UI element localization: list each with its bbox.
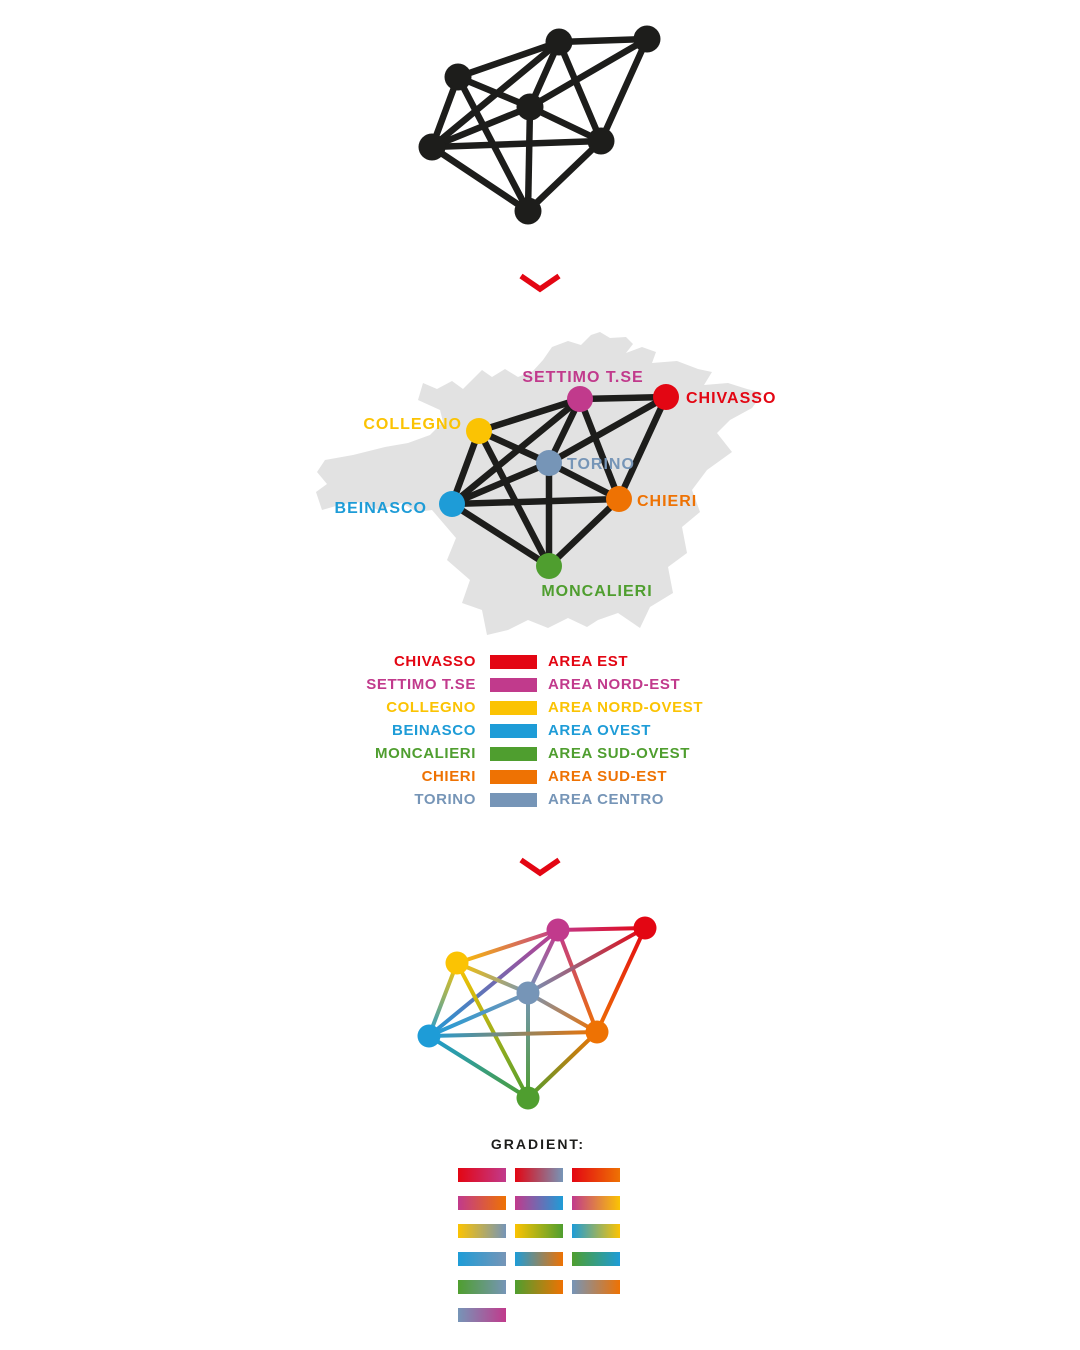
legend-city-label: CHIERI bbox=[421, 768, 476, 785]
map-label-beinasco: BEINASCO bbox=[334, 500, 427, 517]
gradient-swatch-settimo-collegno bbox=[572, 1196, 620, 1210]
node-chivasso bbox=[634, 26, 661, 53]
node-moncalieri bbox=[517, 1087, 540, 1110]
gradient-swatch-collegno-moncalieri bbox=[515, 1224, 563, 1238]
gradient-section-title: GRADIENT: bbox=[490, 1136, 586, 1152]
map-label-chivasso: CHIVASSO bbox=[686, 390, 777, 407]
node-collegno bbox=[466, 418, 492, 444]
gradient-swatch-chivasso-settimo bbox=[458, 1168, 506, 1182]
network-graph-colored bbox=[418, 917, 657, 1110]
legend-area-label: AREA NORD-OVEST bbox=[548, 699, 704, 716]
legend-row-settimo bbox=[300, 673, 780, 696]
gradient-swatch-moncalieri-beinasco bbox=[572, 1252, 620, 1266]
node-collegno bbox=[446, 952, 469, 975]
legend-color-swatch bbox=[490, 701, 537, 715]
legend-area-label: AREA NORD-EST bbox=[548, 676, 681, 693]
gradient-swatch-settimo-beinasco bbox=[515, 1196, 563, 1210]
node-settimo bbox=[567, 386, 593, 412]
legend-city-label: CHIVASSO bbox=[393, 653, 476, 670]
legend-color-swatch bbox=[490, 678, 537, 692]
gradient-swatch-beinasco-torino bbox=[458, 1252, 506, 1266]
node-chivasso bbox=[634, 917, 657, 940]
legend-row-moncalieri bbox=[300, 742, 780, 765]
gradient-swatch-collegno-torino bbox=[458, 1224, 506, 1238]
node-moncalieri bbox=[515, 198, 542, 225]
legend-color-swatch bbox=[490, 655, 537, 669]
node-chieri bbox=[606, 486, 632, 512]
node-chieri bbox=[588, 128, 615, 155]
gradient-swatch-torino-chieri bbox=[572, 1280, 620, 1294]
legend-color-swatch bbox=[490, 770, 537, 784]
legend-city-label: COLLEGNO bbox=[386, 699, 476, 716]
legend-color-swatch bbox=[490, 793, 537, 807]
node-settimo bbox=[547, 919, 570, 942]
map-label-chieri: CHIERI bbox=[637, 493, 698, 510]
node-beinasco bbox=[439, 491, 465, 517]
gradient-swatch-torino-settimo bbox=[458, 1308, 506, 1322]
legend-row-chivasso bbox=[300, 650, 780, 673]
gradient-swatch-beinasco-chieri bbox=[515, 1252, 563, 1266]
node-beinasco bbox=[418, 1025, 441, 1048]
edge-beinasco-chieri bbox=[429, 1032, 597, 1036]
node-settimo bbox=[546, 29, 573, 56]
legend-row-beinasco bbox=[300, 719, 780, 742]
gradient-swatch-moncalieri-torino bbox=[458, 1280, 506, 1294]
edge-settimo-chieri bbox=[558, 930, 597, 1032]
legend-area-label: AREA SUD-EST bbox=[548, 768, 668, 785]
edge-torino-chieri bbox=[528, 993, 597, 1032]
legend-row-collegno bbox=[300, 696, 780, 719]
legend-city-label: BEINASCO bbox=[392, 722, 476, 739]
node-chivasso bbox=[653, 384, 679, 410]
legend-color-swatch bbox=[490, 724, 537, 738]
edge-collegno-torino bbox=[457, 963, 528, 993]
edge-chieri-moncalieri bbox=[528, 141, 601, 211]
edge-torino-moncalieri bbox=[528, 107, 530, 211]
legend-row-torino bbox=[300, 788, 780, 811]
edge-chieri-moncalieri bbox=[528, 1032, 597, 1098]
node-collegno bbox=[445, 64, 472, 91]
node-torino bbox=[517, 982, 540, 1005]
legend-city-label: SETTIMO T.SE bbox=[366, 676, 476, 693]
legend-area-label: AREA CENTRO bbox=[548, 791, 665, 808]
gradient-swatch-settimo-chieri bbox=[458, 1196, 506, 1210]
chevron-down-icon bbox=[521, 860, 559, 873]
legend-area-label: AREA SUD-OVEST bbox=[548, 745, 691, 762]
node-beinasco bbox=[419, 134, 446, 161]
legend-city-label: TORINO bbox=[414, 791, 476, 808]
node-chieri bbox=[586, 1021, 609, 1044]
node-torino bbox=[517, 94, 544, 121]
legend-color-swatch bbox=[490, 747, 537, 761]
network-graph-black bbox=[419, 26, 661, 225]
node-torino bbox=[536, 450, 562, 476]
gradient-grid bbox=[458, 1168, 620, 1322]
chevron-down-icon bbox=[521, 276, 559, 289]
gradient-swatch-chivasso-chieri bbox=[572, 1168, 620, 1182]
edge-beinasco-chieri bbox=[432, 141, 601, 147]
legend-city-label: MONCALIERI bbox=[375, 745, 476, 762]
legend-area-label: AREA EST bbox=[548, 653, 629, 670]
edge-settimo-chivasso bbox=[558, 928, 645, 930]
map-label-collegno: COLLEGNO bbox=[363, 416, 462, 433]
map-label-moncalieri: MONCALIERI bbox=[541, 583, 653, 600]
gradient-swatch-moncalieri-chieri bbox=[515, 1280, 563, 1294]
legend-row-chieri bbox=[300, 765, 780, 788]
map-label-torino: TORINO bbox=[567, 456, 635, 473]
map-label-settimo: SETTIMO T.SE bbox=[522, 369, 644, 386]
gradient-swatch-chivasso-torino bbox=[515, 1168, 563, 1182]
gradient-swatch-beinasco-collegno bbox=[572, 1224, 620, 1238]
area-legend bbox=[300, 650, 780, 811]
node-moncalieri bbox=[536, 553, 562, 579]
legend-area-label: AREA OVEST bbox=[548, 722, 651, 739]
